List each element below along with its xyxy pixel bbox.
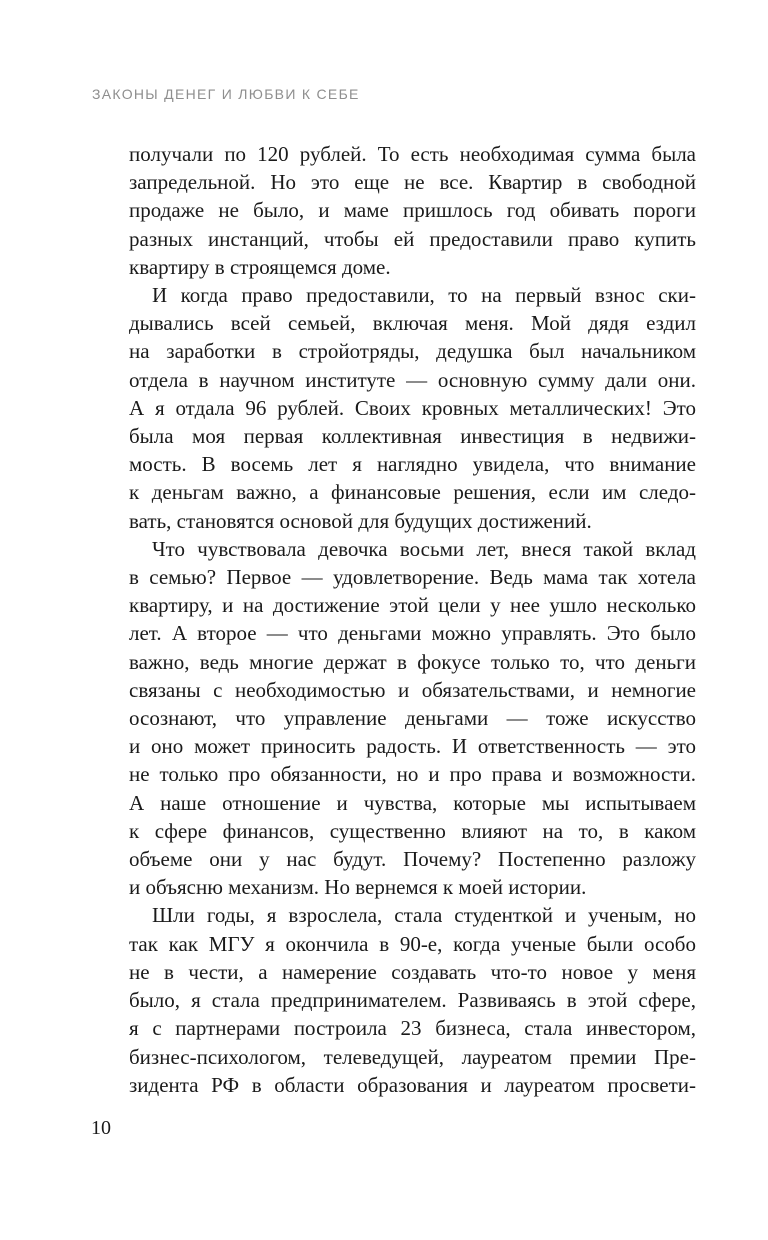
text-line: квартиру в строящемся доме. [129,254,391,279]
text-line: объеме они у нас будут. Почему? Постепенно разложу [129,847,696,872]
text-line: запредельной. Но это еще не все. Квартир в свободной [129,170,696,195]
text-line: связаны с необходимостью и обязательствами, и немногие [129,677,696,702]
text-line: было, я стала предпринимателем. Развиваясь в этой сфере, [129,988,696,1013]
text-line: осознают, что управление деньгами — тоже искусство [129,706,696,731]
text-line: и объясню механизм. Но вернемся к моей истории. [129,875,587,900]
text-line: на заработки в стройотряды, дедушка был начальником [129,339,696,364]
paragraph-3 [129,535,696,902]
text-line: продаже не было, и маме пришлось год обивать пороги [129,198,696,223]
text-line: И когда право предоставили, то на первый взнос ски- [152,283,696,308]
text-line: отдела в научном институте — основную сумму дали они. [129,367,696,392]
text-line: не в чести, а намерение создавать что-то новое у меня [129,959,696,984]
text-line: и оно может приносить радость. И ответственность — это [129,734,696,759]
text-line: я с партнерами построила 23 бизнеса, стала инвестором, [129,1016,696,1041]
text-line: не только про обязанности, но и про права и возможности. [129,762,696,787]
text-line: Шли годы, я взрослела, стала студенткой и ученым, но [152,903,696,928]
text-line: вать, становятся основой для будущих достижений. [129,508,592,533]
text-line: так как МГУ я окончила в 90-е, когда ученые были особо [129,931,696,956]
text-line: дывались всей семьей, включая меня. Мой дядя ездил [129,311,696,336]
body-text [129,140,696,1099]
text-line: квартиру, и на достижение этой цели у нее ушло несколько [129,593,696,618]
text-line: А наше отношение и чувства, которые мы испытываем [129,790,696,815]
text-line: к сфере финансов, существенно влияют на то, в каком [129,818,696,843]
text-line: мость. В восемь лет я наглядно увидела, что внимание [129,452,696,477]
text-line: получали по 120 рублей. То есть необходимая сумма была [129,142,696,166]
text-line: важно, ведь многие держат в фокусе только то, что деньги [129,649,696,674]
paragraph-1 [129,140,696,281]
running-header: ЗАКОНЫ ДЕНЕГ И ЛЮБВИ К СЕБЕ [92,86,360,102]
text-line: А я отдала 96 рублей. Своих кровных металлических! Это [129,395,696,420]
text-line: бизнес-психологом, телеведущей, лауреатом премии Пре- [129,1044,696,1069]
text-line: лет. А второе — что деньгами можно управлять. Это было [129,621,696,646]
paragraph-2 [129,281,696,535]
page-number: 10 [91,1117,111,1139]
text-line: в семью? Первое — удовлетворение. Ведь мама так хотела [129,565,696,590]
text-line: разных инстанций, чтобы ей предоставили право купить [129,226,696,251]
paragraph-4 [129,901,696,1098]
text-line: была моя первая коллективная инвестиция в недвижи- [129,424,696,449]
text-line: зидента РФ в области образования и лауреатом просвети- [129,1072,696,1097]
text-line: Что чувствовала девочка восьми лет, внеся такой вклад [152,536,696,561]
text-line: к деньгам важно, а финансовые решения, если им следо- [129,480,696,505]
